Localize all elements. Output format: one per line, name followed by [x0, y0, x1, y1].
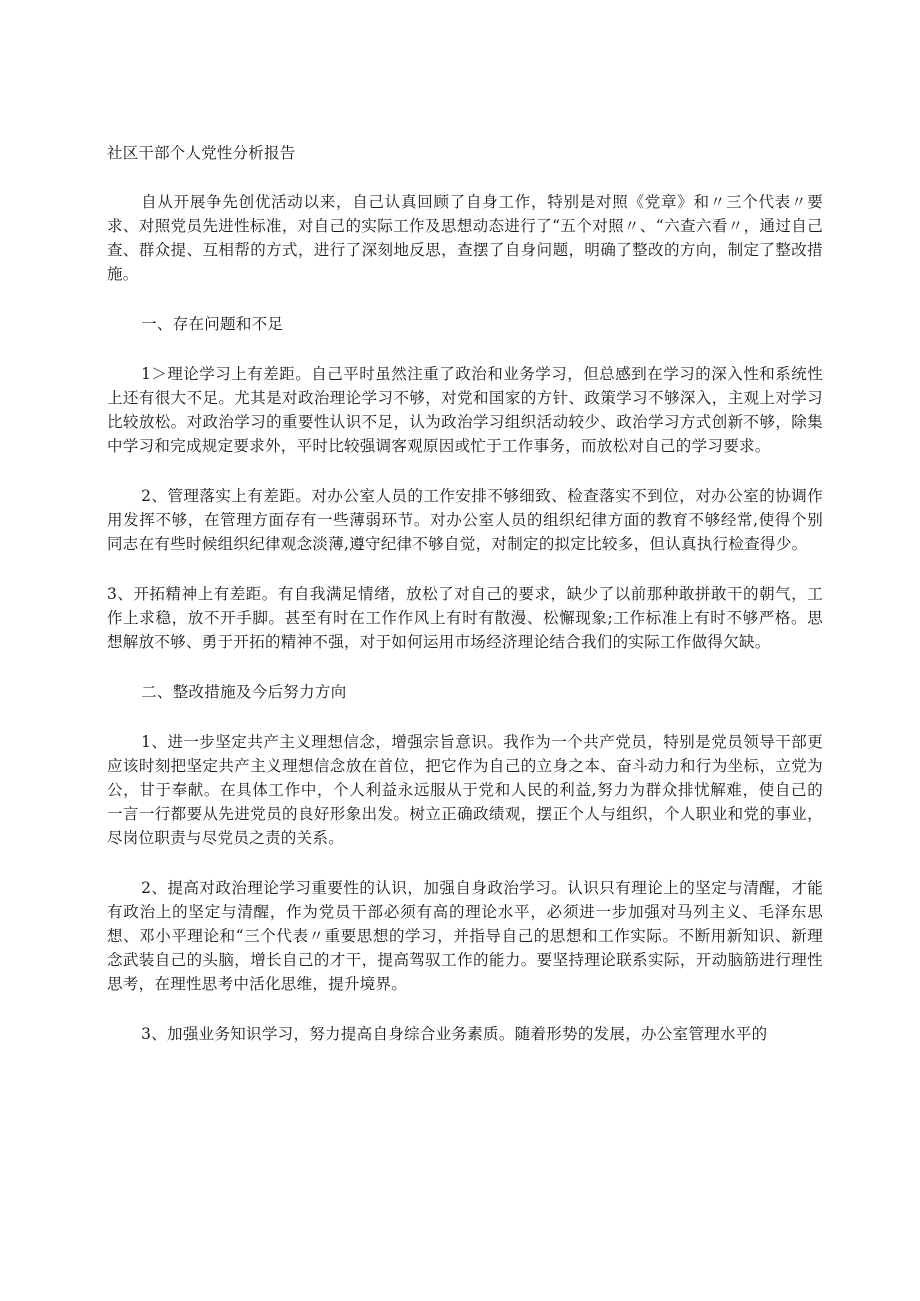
section-2-item-1: 1、进一步坚定共产主义理想信念，增强宗旨意识。我作为一个共产党员，特别是党员领导干部更应该时刻把坚定共产主义理想信念放在首位，把它作为自己的立身之本、奋斗动力和行为坐标，立党为公，甘于奉献。在具体工作中，个人利益永远服从于党和人民的利益,努力为群众排忧解难，使自己的一言一行都要从先进党员的良好形象出发。树立正确政绩观，摆正个人与组织，个人职业和党的事业，尽岗位职责与尽党员之责的关系。	[107, 733, 823, 847]
section-1-item-2: 2、管理落实上有差距。对办公室人员的工作安排不够细致、检查落实不到位，对办公室的协调作用发挥不够，在管理方面存有一些薄弱环节。对办公室人员的组织纪律方面的教育不够经常,使得个别同志在有些时候组织纪律观念淡薄,遵守纪律不够自觉，对制定的拟定比较多，但认真执行检查得少。	[107, 487, 823, 553]
intro-paragraph: 自从开展争先创优活动以来，自己认真回顾了自身工作，特别是对照《党章》和〃三个代表〃要求、对照党员先进性标准，对自己的实际工作及思想动态进行了“五个对照〃、“六查六看〃，通过自己查、群众提、互相帮的方式，进行了深刻地反思，查摆了自身问题，明确了整改的方向，制定了整改措施。	[107, 193, 823, 283]
section-1-item-3: 3、开拓精神上有差距。有自我满足情绪，放松了对自己的要求，缺少了以前那种敢拼敢干的朝气，工作上求稳，放不开手脚。甚至有时在工作作风上有时有散漫、松懈现象;工作标准上有时不够严格。思想解放不够、勇于开拓的精神不强，对于如何运用市场经济理论结合我们的实际工作做得欠缺。	[107, 585, 823, 651]
section-2-item-2: 2、提高对政治理论学习重要性的认识，加强自身政治学习。认识只有理论上的坚定与清醒，才能有政治上的坚定与清醒，作为党员干部必须有高的理论水平，必须进一步加强对马列主义、毛泽东思想、邓小平理论和“三个代表〃重要思想的学习，并指导自己的思想和工作实际。不断用新知识、新理念武装自己的头脑，增长自己的才干，提高驾驭工作的能力。要坚持理论联系实际，开动脑筋进行理性思考，在理性思考中活化思维，提升境界。	[107, 879, 823, 993]
section-2-heading: 二、整改措施及今后努力方向	[141, 683, 347, 701]
section-1-heading: 一、存在问题和不足	[141, 315, 284, 333]
document-title: 社区干部个人党性分析报告	[107, 144, 296, 162]
document-page	[107, 142, 823, 1072]
section-1-item-1: 1＞理论学习上有差距。自己平时虽然注重了政治和业务学习，但总感到在学习的深入性和系统性上还有很大不足。尤其是对政治理论学习不够，对党和国家的方针、政策学习不够深入，主观上对学习比较放松。对政治学习的重要性认识不足，认为政治学习组织活动较少、政治学习方式创新不够，除集中学习和完成规定要求外，平时比较强调客观原因或忙于工作事务，而放松对自己的学习要求。	[107, 365, 823, 455]
section-2-item-3: 3、加强业务知识学习，努力提高自身综合业务素质。随着形势的发展，办公室管理水平的	[141, 1025, 768, 1043]
